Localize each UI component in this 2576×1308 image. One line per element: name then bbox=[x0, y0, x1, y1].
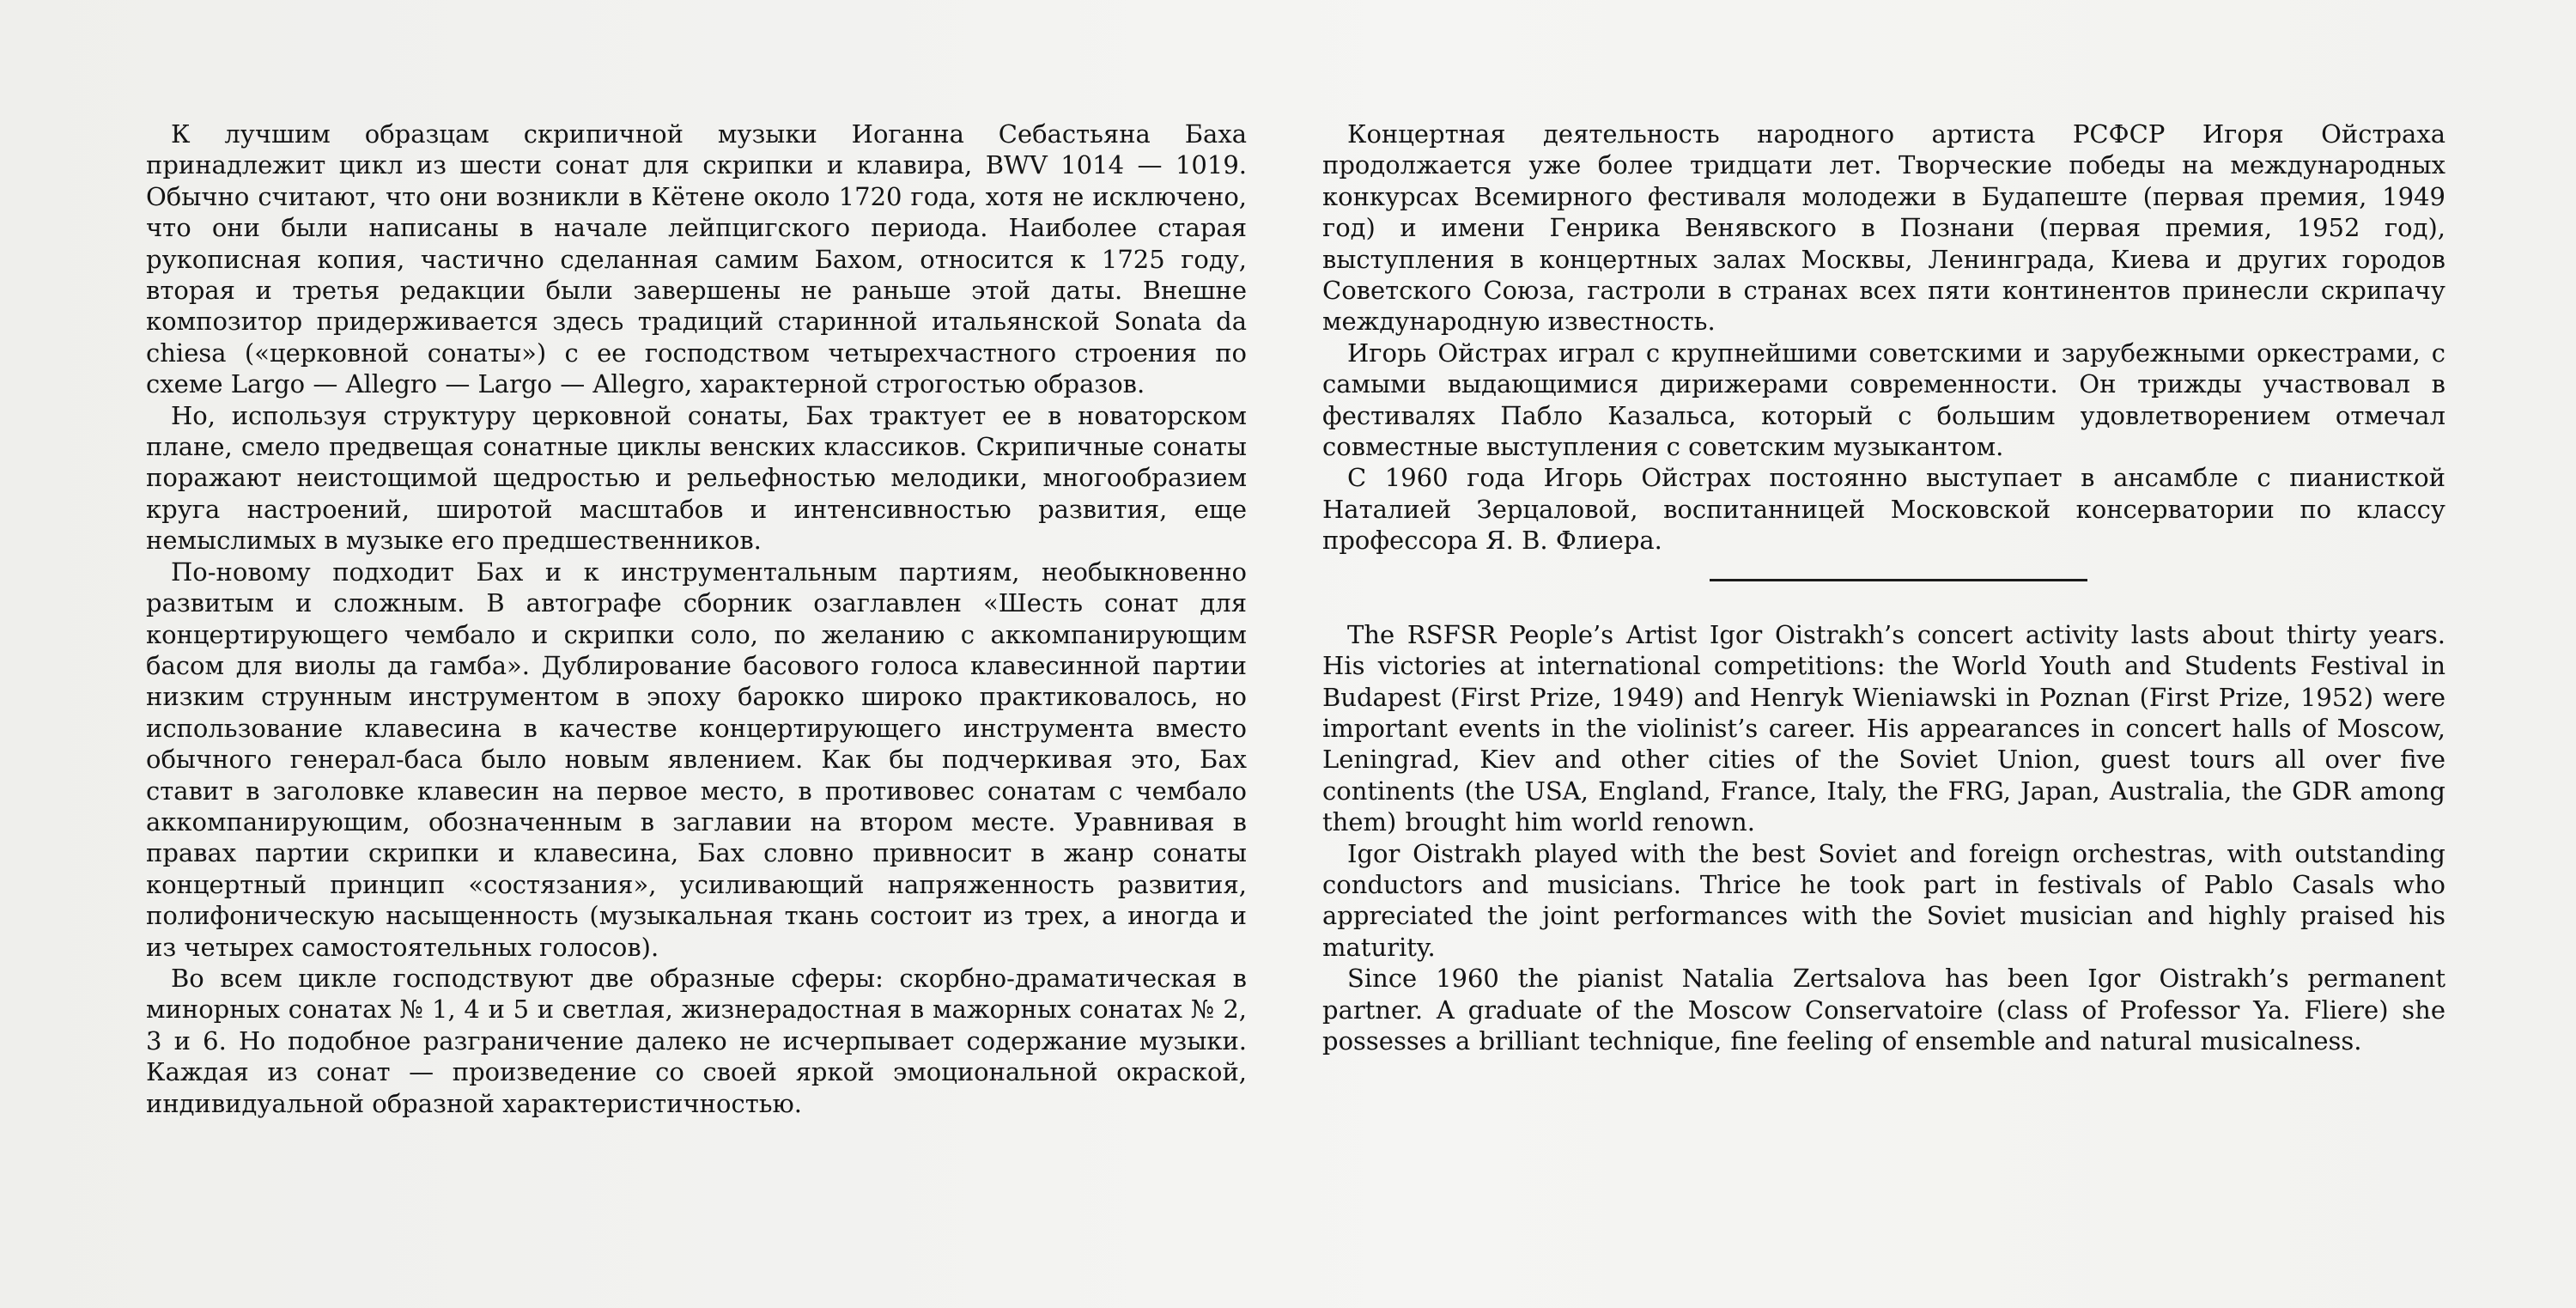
paragraph-ru-orchestras: Игорь Ойстрах играл с крупнейшими советскими и зарубежными оркестрами, с самыми выдающимися дирижерами современности. Он трижды участвовал в фестивалях Пабло Казальса, который с большим удовлетворением отмечал совместные выступления с советским музыкантом. bbox=[1322, 338, 2445, 462]
paragraph-figurative-spheres: Во всем цикле господствуют две образные сферы: скорбно-драматическая в минорных сонатах № 1, 4 и 5 и светлая, жизнерадостная в мажорных сонатах № 2, 3 и 6. Но подобное разграничение далеко не исчерпывает содержание музыки. Каждая из сонат — произведение со своей яркой эмоциональной окраской, индивидуальной образной характеристичностью. bbox=[146, 963, 1247, 1118]
paragraph-bach-sonatas-intro: К лучшим образцам скрипичной музыки Иоганна Себастьяна Баха принадлежит цикл из шести сонат для скрипки и клавира, BWV 1014 — 1019. Обычно считают, что они возникли в Кётене около 1720 года, хотя не исключено, что они были написаны в начале лейпцигского периода. Наиболее старая рукописная копия, частично сделанная самим Бахом, относится к 1725 году, вторая и третья редакции были завершены не раньше этой даты. Внешне композитор придерживается здесь традиций старинной итальянской Sonata da chiesa («церковной сонаты») с ее господством четырехчастного строения по схеме Largo — Allegro — Largo — Allegro, характерной строгостью образов. bbox=[146, 119, 1247, 399]
paragraph-en-concert-activity: The RSFSR People’s Artist Igor Oistrakh’s concert activity lasts about thirty years. His victories at international competitions: the World Youth and Students Festival in Budapest (First Prize, 1949) and Henryk Wieniawski in Poznan (First Prize, 1952) were important events in the violinist’s career. His appearances in concert halls of Moscow, Leningrad, Kiev and other cities of the Soviet Union, guest tours all over five continents (the USA, England, France, Italy, the FRG, Japan, Australia, the GDR among them) brought him world renown. bbox=[1322, 619, 2445, 837]
paragraph-en-ensemble-partner: Since 1960 the pianist Natalia Zertsalova has been Igor Oistrakh’s permanent partner. A graduate of the Moscow Conservatoire (class of Professor Ya. Fliere) she possesses a brilliant technique, fine feeling of ensemble and natural musicalness. bbox=[1322, 964, 2445, 1056]
paragraph-ru-concert-activity: Концертная деятельность народного артиста РСФСР Игоря Ойстраха продолжается уже более тридцати лет. Творческие победы на международных конкурсах Всемирного фестиваля молодежи в Будапеште (первая премия, 1949 год) и имени Генрика Венявского в Познани (первая премия, 1952 год), выступления в концертных залах Москвы, Ленинграда, Киева и других городов Советского Союза, гастроли в странах всех пяти континентов принесли скрипачу международную известность. bbox=[1322, 119, 2445, 337]
paragraph-instrumental-parts: По-новому подходит Бах и к инструментальным партиям, необыкновенно развитым и сложным. В автографе сборник озаглавлен «Шесть сонат для концертирующего чембало и скрипки соло, по желанию с аккомпанирующим басом для виолы да гамба». Дублирование басового голоса клавесинной партии низким струнным инструментом в эпоху барокко широко практиковалось, но использование клавесина в качестве концертирующего инструмента вместо обычного генерал-баса было новым явлением. Как бы подчеркивая это, Бах ставит в заголовке клавесин на первое место, в противовес сонатам с чембало аккомпанирующим, обозначенным в заглавии на втором месте. Уравнивая в правах партии скрипки и клавесина, Бах словно привносит в жанр сонаты концертный принцип «состязания», усиливающий напряженность развития, полифоническую насыщенность (музыкальная ткань состоит из трех, а иногда и из четырех самостоятельных голосов). bbox=[146, 557, 1247, 962]
russian-biography bbox=[1322, 119, 2445, 557]
english-biography bbox=[1322, 619, 2445, 1057]
paragraph-church-sonata-structure: Но, используя структуру церковной сонаты, Бах трактует ее в новаторском плане, смело предвещая сонатные циклы венских классиков. Скрипичные сонаты поражают неистощимой щедростью и рельефностью мелодики, многообразием круга настроений, широтой масштабов и интенсивностью развития, еще немыслимых в музыке его предшественников. bbox=[146, 400, 1247, 556]
left-column-russian-text bbox=[146, 119, 1247, 1119]
right-column-biography bbox=[1322, 119, 2445, 1056]
paragraph-en-orchestras: Igor Oistrakh played with the best Soviet and foreign orchestras, with outstanding conductors and musicians. Thrice he took part in festivals of Pablo Casals who appreciated the joint performances with the Soviet musician and highly praised his maturity. bbox=[1322, 838, 2445, 962]
section-divider bbox=[1710, 579, 2087, 581]
paragraph-ru-ensemble-partner: С 1960 года Игорь Ойстрах постоянно выступает в ансамбле с пианисткой Наталией Зерцаловой, воспитанницей Московской консерватории по классу профессора Я. В. Флиера. bbox=[1322, 463, 2445, 556]
